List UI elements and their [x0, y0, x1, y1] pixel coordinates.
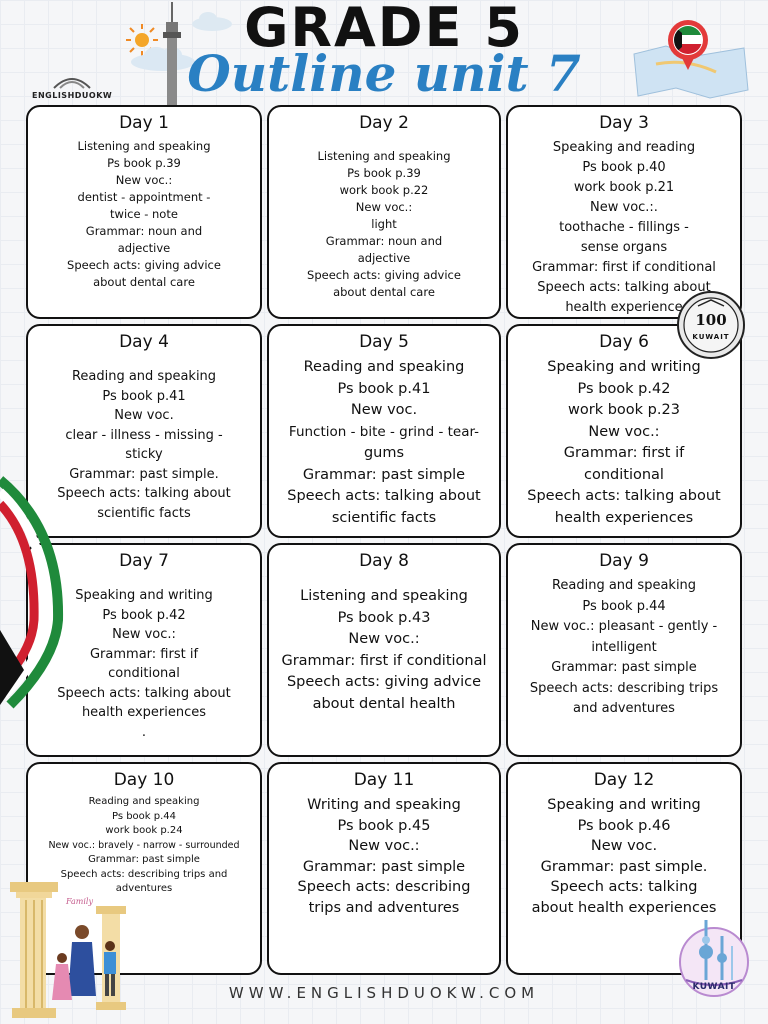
- card-line: adventures: [115, 883, 173, 894]
- card-line: Speaking and writing: [547, 359, 701, 375]
- card-line: Speech acts: giving advice: [286, 674, 482, 690]
- card-line: Grammar: past simple: [88, 854, 200, 865]
- card-line: Ps book p.39: [347, 166, 421, 180]
- card-line: work book p.24: [105, 825, 183, 836]
- card-line: Speech acts: talking about: [57, 685, 231, 701]
- card-line: clear - illness - missing -: [65, 427, 223, 443]
- card-line: light: [371, 217, 397, 231]
- card-line: New voc.: [114, 408, 174, 423]
- card-line: Speech acts: describing trips and: [60, 868, 228, 880]
- card-line: Writing and speaking: [307, 797, 461, 813]
- card-line: health experience: [565, 300, 683, 315]
- card-line: Grammar: past simple: [302, 466, 466, 483]
- svg-text:Family: Family: [66, 897, 93, 906]
- card-line: New voc.: pleasant - gently -: [530, 619, 718, 634]
- card-line: Ps book p.42: [102, 607, 186, 623]
- card-line: Grammar: past simple.: [540, 858, 708, 875]
- card-line: health experiences: [81, 705, 207, 720]
- card-line: Ps book p.43: [337, 609, 431, 626]
- brand-logo-text: ENGLISHDUOKW: [32, 91, 113, 100]
- card-line: health experiences: [554, 509, 694, 526]
- card-line: New voc.:: [112, 627, 176, 642]
- card-line: Grammar: noun and: [325, 234, 443, 248]
- day-card-5: [267, 324, 501, 538]
- day-card-2: [267, 105, 501, 319]
- card-line: adjective: [357, 251, 411, 265]
- card-line: Ps book p.44: [111, 810, 177, 822]
- card-line: Ps book p.42: [577, 380, 671, 397]
- card-line: Grammar: past simple.: [69, 466, 219, 482]
- card-line: Listening and speaking: [77, 139, 211, 153]
- card-line: Speech acts: talking about: [287, 488, 481, 504]
- card-line: Speech acts: talking about: [537, 280, 711, 295]
- page-title: GRADE 5: [244, 0, 524, 59]
- card-line: Ps book p.41: [337, 380, 431, 397]
- card-line: New voc.:: [588, 423, 660, 440]
- card-line: New voc.:: [348, 631, 420, 647]
- card-line: New voc.: [590, 838, 658, 854]
- card-line: about health experiences: [531, 899, 717, 916]
- day-title: Day 9: [599, 551, 649, 571]
- card-line: Speech acts: describing: [297, 879, 471, 895]
- card-line: scientific facts: [97, 505, 191, 521]
- card-line: Speaking and reading: [552, 140, 696, 155]
- day-title: Day 12: [593, 770, 655, 790]
- card-line: Function - bite - grind - tear-: [288, 423, 480, 440]
- card-line: Listening and speaking: [317, 149, 451, 163]
- card-line: twice - note: [110, 207, 178, 221]
- card-line: New voc.: bravely - narrow - surrounded: [48, 839, 240, 851]
- website-url: WWW.ENGLISHDUOKW.COM: [228, 984, 540, 1002]
- kuwait-badge-text: KUWAIT: [692, 982, 736, 992]
- day-title: Day 8: [359, 551, 409, 571]
- card-line: Ps book p.40: [582, 160, 666, 175]
- card-line: Speech acts: giving advice: [307, 268, 461, 282]
- card-line: Speech acts: describing trips: [529, 680, 719, 696]
- card-line: sticky: [125, 447, 163, 462]
- card-line: toothache - fillings -: [559, 220, 689, 235]
- card-line: Reading and speaking: [551, 578, 697, 593]
- day-card-3: [506, 105, 742, 319]
- day-title: Day 3: [599, 113, 649, 133]
- card-line: Speaking and writing: [75, 588, 213, 603]
- card-line: New voc.:: [348, 838, 420, 854]
- card-line: Ps book p.44: [582, 598, 666, 614]
- card-line: Ps book p.45: [337, 817, 431, 834]
- card-line: gums: [363, 445, 405, 461]
- card-line: Reading and speaking: [88, 796, 200, 807]
- card-line: about dental health: [312, 695, 456, 712]
- card-line: Grammar: noun and: [85, 224, 203, 238]
- page-subtitle: Outline unit 7: [187, 44, 581, 103]
- card-line: and adventures: [573, 701, 675, 716]
- card-line: .: [141, 724, 147, 740]
- card-line: New voc.: [350, 402, 418, 418]
- card-line: intelligent: [591, 639, 657, 655]
- card-line: Grammar: first if: [89, 646, 199, 662]
- card-line: Speech acts: talking: [550, 879, 698, 895]
- flag-ribbon-icon: [0, 470, 70, 710]
- card-line: Ps book p.41: [102, 388, 186, 404]
- card-line: Speech acts: talking about: [527, 488, 721, 504]
- day-title: Day 4: [119, 332, 169, 352]
- day-card-11: [267, 762, 501, 975]
- card-line: Grammar: past simple: [551, 660, 697, 675]
- card-line: Ps book p.39: [107, 156, 181, 170]
- day-card-1: [26, 105, 262, 319]
- day-title: Day 1: [119, 113, 169, 133]
- card-line: work book p.22: [339, 183, 429, 197]
- card-line: Reading and speaking: [303, 359, 465, 375]
- card-line: sense organs: [580, 240, 668, 255]
- card-line: Grammar: first if conditional: [532, 260, 716, 275]
- day-card-8: [267, 543, 501, 757]
- day-title: Day 5: [359, 332, 409, 352]
- stamp-number: 100: [695, 311, 727, 329]
- card-line: about dental care: [93, 275, 195, 289]
- card-line: Speech acts: giving advice: [67, 258, 221, 272]
- card-line: Listening and speaking: [300, 588, 468, 604]
- day-card-9: [506, 543, 742, 757]
- stamp-text: KUWAIT: [692, 333, 730, 341]
- card-line: conditional: [584, 466, 664, 483]
- card-line: Reading and speaking: [71, 369, 217, 384]
- map-flag-icon: [626, 14, 752, 100]
- card-line: conditional: [108, 666, 180, 681]
- card-line: New voc.:: [115, 173, 173, 187]
- day-title: Day 11: [353, 770, 415, 790]
- card-line: Grammar: first if conditional: [281, 652, 487, 669]
- card-line: New voc.:: [355, 200, 413, 214]
- card-line: about dental care: [333, 285, 435, 299]
- schedule-grid: [26, 105, 742, 975]
- card-line: Speaking and writing: [547, 797, 701, 813]
- day-title: Day 10: [113, 770, 175, 790]
- day-title: Day 7: [119, 551, 169, 571]
- card-line: trips and adventures: [308, 899, 460, 916]
- card-line: work book p.23: [568, 402, 680, 418]
- card-line: Speech acts: talking about: [57, 486, 231, 501]
- card-line: dentist - appointment -: [77, 190, 211, 204]
- card-line: Grammar: past simple: [302, 858, 466, 875]
- card-line: adjective: [117, 241, 171, 255]
- day-title: Day 6: [599, 332, 649, 352]
- card-line: New voc.:.: [590, 200, 658, 215]
- card-line: Ps book p.46: [577, 817, 671, 834]
- card-line: Grammar: first if: [563, 445, 685, 461]
- card-line: work book p.21: [573, 180, 675, 195]
- day-title: Day 2: [359, 113, 409, 133]
- card-line: scientific facts: [331, 509, 437, 526]
